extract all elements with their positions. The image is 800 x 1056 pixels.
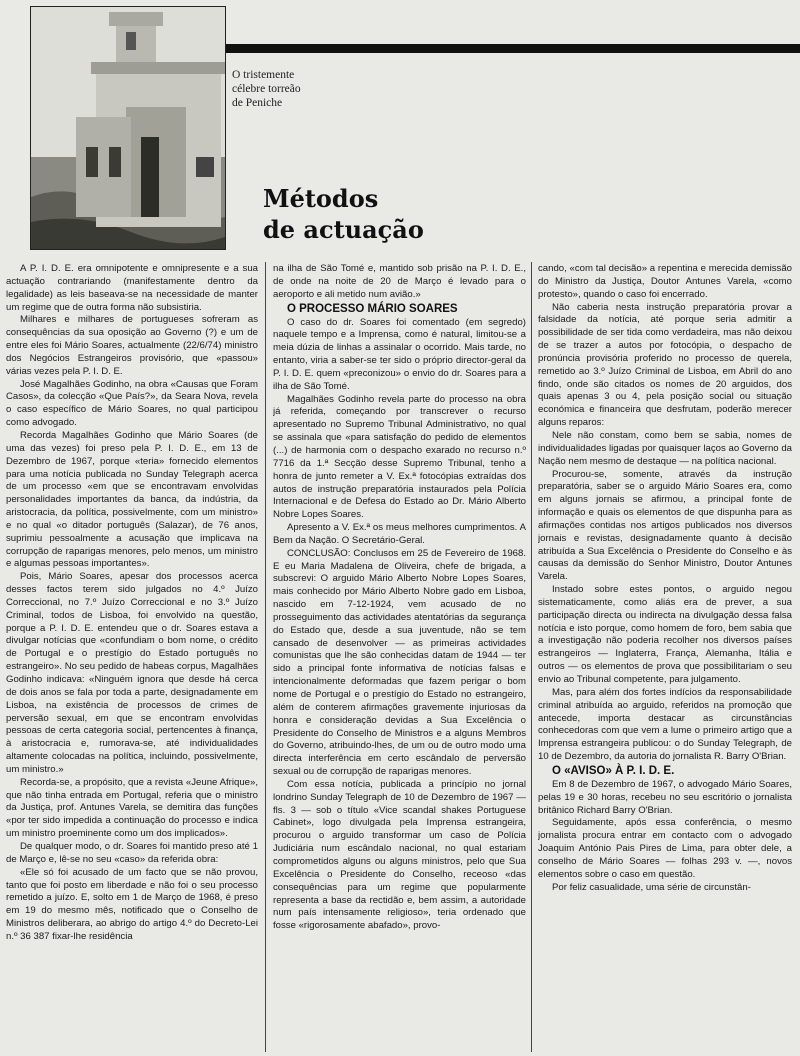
paragraph: Com essa notícia, publicada a princípio no jornal londrino Sunday Telegraph de 10 de Dezembro de 1967 — fls. 3 — sob o título «Vice scandal shakes Portuguese Cabinet», logo divulgada pela Imprensa estrangeira, procurou o arguido transformar um caso de Polícia Judiciária num escândalo nacional, no qual estariam comprometidos alguns ou alguns ministros, pelo que Sua Excelência o Presidente do Conselho, receoso «das consequências para um regime que popularmente representa a base da rectidão e, bem assim, a autoridade num país intensamente religioso», teria ordenado que fosse «rigorosamente abafado», provo- bbox=[273, 778, 526, 932]
paragraph: Recorda-se, a propósito, que a revista «Jeune Afrique», que não tinha entrada em Portugal, referia que o ministro da Justiça, prof. Antunes Varela, se demitira das funções «por ter sido impedida a continuação do processo e indica um ministro proeminente como um dos implicados». bbox=[6, 776, 258, 840]
article-title bbox=[263, 183, 424, 245]
paragraph: A P. I. D. E. era omnipotente e omnipresente e a sua actuação contrariando (manifestamente dentro da legalidade) as leis baseava-se na necessidade de manter um regime que de outra forma não subsistiria. bbox=[6, 263, 258, 313]
tower-photo bbox=[30, 6, 226, 250]
paragraph: Por feliz casualidade, uma série de circunstân- bbox=[552, 881, 751, 893]
paragraph: Recorda Magalhães Godinho que Mário Soares (de uma das vezes) foi preso pela P. I. D. E., em 13 de Dezembro de 1967, porque «teria» fornecido elementos para uma notícia publicada no Sunday Telegraph acerca de um processo «em que se encontravam envolvidas personalidades importantes da banca, da indústria, da aristocracia, da política, possivelmente, com um ministro» e no qual «o ditador português (Salazar), de 76 anos, suprimiu pessoalmente a acusação que implicava na corrupção de raparigas menores, pelo menos, um ministro e algumas pessoas importantes». bbox=[6, 429, 258, 570]
paragraph: Instado sobre estes pontos, o arguido negou sistematicamente, como aliás era de prever, a sua participação directa ou indirecta na divulgação dessa falsa notícia e isto porque, como homem de foro, bem sabia que a investigação não poderia recolher nos diversos países estrangeiros — Inglaterra, França, Alemanha, Itália e outros — os elementos de prova que possibilitariam o seu envio ao Tribunal competente, para julgamento. bbox=[538, 584, 792, 685]
title-line: de actuação bbox=[263, 215, 424, 244]
paragraph: «Ele só foi acusado de um facto que se não provou, tanto que foi posto em liberdade e não foi o seu processo remetido a juízo. E, solto em 1 de Março de 1968, é preso em 19 do mesmo mês, notificado que o Conselho de Ministros deliberara, ao abrigo do artigo 4.º do Decreto-Lei n.º 36 387 fixar-lhe residência bbox=[6, 866, 258, 942]
paragraph: José Magalhães Godinho, na obra «Causas que Foram Casos», da colecção «Que País?», da Seara Nova, revela o caso específico de Mário Soares, no qual participou como advogado. bbox=[6, 378, 258, 429]
paragraph: De qualquer modo, o dr. Soares foi mantido preso até 1 de Março e, lê-se no seu «caso» da referida obra: bbox=[6, 840, 258, 865]
column-2 bbox=[273, 263, 526, 1053]
paragraph: Apresento a V. Ex.ª os meus melhores cumprimentos. A Bem da Nação. O Secretário-Geral. bbox=[273, 522, 526, 546]
section-heading: O «AVISO» À P. I. D. E. bbox=[552, 764, 675, 777]
column-3 bbox=[538, 263, 792, 1053]
paragraph: Nele não constam, como bem se sabia, nomes de individualidades ligadas por quaisquer laços ao Governo da Nação nem mesmo de destaque — na política nacional. bbox=[538, 429, 792, 467]
paragraph: Mas, para além dos fortes indícios da responsabilidade criminal atribuída ao arguido, referidos na promoção que antecede, importa destacar as circunstâncias conhecedoras com que vem a lume o primeiro artigo que a Imprensa estrangeira publicou: o do Sunday Telegraph, de 10 de Dezembro, da autoria do jornalista R. Barry O'Brian. bbox=[538, 686, 792, 763]
paragraph: cando, «com tal decisão» a repentina e merecida demissão do Ministro da Justiça, Doutor Antunes Varela, «como protesto», quando o caso foi encerrado. bbox=[538, 263, 792, 300]
paragraph: Em 8 de Dezembro de 1967, o advogado Mário Soares, pelas 19 e 30 horas, recebeu no seu escritório o jornalista britânico Richard Barry O'Brian. bbox=[538, 778, 792, 816]
paragraph: Magalhães Godinho revela parte do processo na obra já referida, começando por transcrever o recurso apresentado no Supremo Tribunal Administrativo, no qual se assinala que «para satisfação do pedido de elementos (...) de harmonia com o despacho exarado no recurso n.º 7716 da 1.ª Secção desse Supremo Tribunal, tenho a honra de junto remeter a V. Ex.ª fotocópias extraídas dos autos de instrução preparatória instaurados pela Polícia Internacional e de Defesa do Estado ao Dr. Mário Alberto Nobre Lopes Soares. bbox=[273, 393, 526, 521]
paragraph: Pois, Mário Soares, apesar dos processos acerca desses factos terem sido julgados no 4.º Juízo Correccional, no 7.º Juízo Correccional e no 3.º Juízo Criminal, todos de Lisboa, foi envolvido na questão, porque a P. I. D. E. entendeu que o dr. Soares estava a divulgar notícias que «confundiam o bom nome, o crédito de Portugal e o prestígio do Estado português no estrangeiro». No seu pedido de habeas corpus, Magalhães Godinho indicava: «Ninguém ignora que desde há cerca de dois anos se fala por toda a parte, designadamente em Lisboa, na existência de processos de crimes de perversão sexual, em que se encontram envolvidas pessoas de certa categoria social, pertencentes à finança, à aristocracia e, rumorava-se, até individualidades altamente colocadas na política, incluindo, possivelmente, um ministro.» bbox=[6, 571, 258, 775]
paragraph: O caso do dr. Soares foi comentado (em segredo) naquele tempo e a Imprensa, como é natural, limitou-se a meia dúzia de linhas a assinalar o ocorrido. Mais tarde, no entanto, viria a saber-se ter sido o próprio director-geral da P. I. D. E. quem «preconizou» o envio do dr. Soares para a ilha de São Tomé. bbox=[273, 316, 526, 392]
caption-line: de Peniche bbox=[232, 97, 283, 109]
column-1 bbox=[6, 263, 258, 1053]
paragraph: Milhares e milhares de portugueses sofreram as consequências da sua oposição ao Governo (?) e um de entre eles foi Mário Soares, actualmente (22/6/74) ministro dos Negócios Estrangeiros provisório, que «passou» várias vezes pela P. I. D. E. bbox=[6, 314, 258, 377]
peniche-tower-image bbox=[31, 7, 225, 249]
paragraph: Seguidamente, após essa conferência, o mesmo jornalista procura entrar em contacto com o advogado Joaquim António Pais Pires de Lima, para obter dele, a conselho de Mário Soares — folhas 293 v. —, novos elementos sobre o caso em questão. bbox=[538, 817, 792, 880]
title-line: Métodos bbox=[263, 184, 379, 213]
paragraph: CONCLUSÃO: Conclusos em 25 de Fevereiro de 1968. E eu Maria Madalena de Oliveira, chefe de brigada, a subscrevi: O arguido Mário Alberto Nobre Lopes Soares, mais conhecido por Mário Alberto Nobre gado em Lisboa, nascido em 7-12-1924, vem acusado de no prosseguimento das actividades atentatórias da segurança do Estado que, desde a sua juventude, não se tem cansado de desenvolver — as primeiras actividades comunistas que lhe são conhecidas datam de 1944 — ter sido a principal fonte informativa de notícias falsas e intencionalmente deformadas que fazem perigar o bom nome de Portugal e o prestígio do Estado no estrangeiro, além de conterem afirmações gravemente injuriosas da honra e consideração devidas a Sua Excelência o Presidente do Conselho de Ministros e a alguns Membros do Governo, atribuindo-lhes, de um ou de outro modo uma directa interferência em certo escândalo de perversão sexual ou de corrupção de raparigas menores. bbox=[273, 547, 526, 778]
column-rule bbox=[531, 262, 532, 1052]
column-rule bbox=[265, 262, 266, 1052]
paragraph: na ilha de São Tomé e, mantido sob prisão na P. I. D. E., de onde na noite de 20 de Março é levado para o aeroporto e ali metido num avião.» bbox=[273, 263, 526, 300]
photo-caption bbox=[232, 68, 301, 110]
section-heading: O PROCESSO MÁRIO SOARES bbox=[287, 302, 458, 315]
caption-line: O tristemente bbox=[232, 69, 295, 81]
top-rule bbox=[225, 44, 800, 53]
caption-line: célebre torreão bbox=[232, 83, 301, 95]
paragraph: Não caberia nesta instrução preparatória provar a falsidade da notícia, até porque seria admitir a possibilidade de ser tida como verdadeira, mas não deixou de se trazer a autos por fotocópia, o despacho de pronúncia provisória proferido no processo de querela, remetido ao 3.º Juízo Criminal de Lisboa, em Abril do ano findo, onde são citados os nomes de 20 arguidos, dos quais apenas 3 ou 4, pela posição social ou situação económica e financeira que desfrutam, poderão merecer alguns reparos: bbox=[538, 301, 792, 429]
paragraph: Procurou-se, somente, através da instrução preparatória, saber se o arguido Mário Soares era, como em alguns jornais se afirmou, a principal fonte de informação e quais os elementos de que dispunha para as afirmações contidas nos artigos publicados nos diversos jornais e revistas, designadamente quanto à decisão atribuída a Sua Excelência o Presidente do Conselho e às causas da demissão do Senhor Ministro, Doutor Antunes Varela. bbox=[538, 468, 792, 583]
